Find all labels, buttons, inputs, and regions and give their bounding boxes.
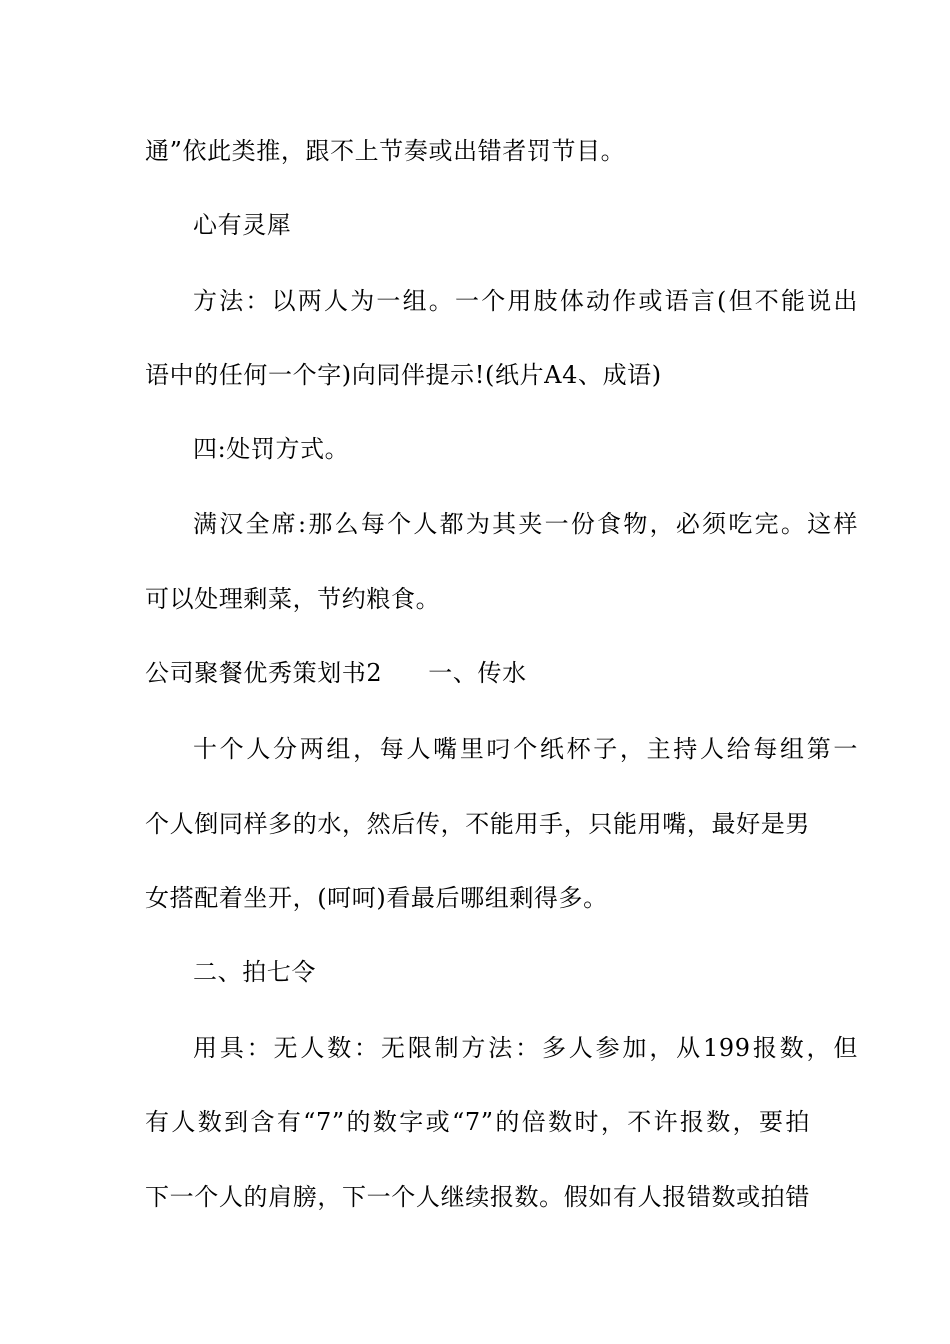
document-heading-subtitle: 一、传水 <box>428 659 527 687</box>
paragraph-line-9: 十个人分两组，每人嘴里叼个纸杯子，主持人给每组第一 <box>193 735 858 763</box>
paragraph-line-7: 可以处理剩菜，节约粮食。 <box>145 585 441 613</box>
paragraph-line-10: 个人倒同样多的水，然后传，不能用手，只能用嘴，最好是男 <box>145 810 810 838</box>
section-title-pai-qi-ling: 二、拍七令 <box>193 958 316 986</box>
section-title-penalty: 四:处罚方式。 <box>193 435 350 463</box>
paragraph-line-1: 通”依此类推，跟不上节奏或出错者罚节目。 <box>145 137 626 165</box>
paragraph-line-14: 有人数到含有“7”的数字或“7”的倍数时，不许报数，要拍 <box>145 1108 810 1136</box>
section-heading <box>145 653 810 693</box>
paragraph-line-6: 满汉全席:那么每个人都为其夹一份食物，必须吃完。这样 <box>193 510 858 538</box>
paragraph-line-15: 下一个人的肩膀，下一个人继续报数。假如有人报错数或拍错 <box>145 1183 810 1211</box>
section-title-xin-you-ling-xi: 心有灵犀 <box>193 211 292 239</box>
document-heading-title: 公司聚餐优秀策划书2 <box>145 659 383 687</box>
paragraph-line-4: 语中的任何一个字)向同伴提示!(纸片A4、成语) <box>145 361 662 389</box>
paragraph-line-13: 用具：无人数：无限制方法：多人参加，从199报数，但 <box>193 1034 858 1062</box>
paragraph-line-3: 方法：以两人为一组。一个用肢体动作或语言(但不能说出 <box>193 287 858 315</box>
paragraph-line-11: 女搭配着坐开，(呵呵)看最后哪组剩得多。 <box>145 884 608 912</box>
